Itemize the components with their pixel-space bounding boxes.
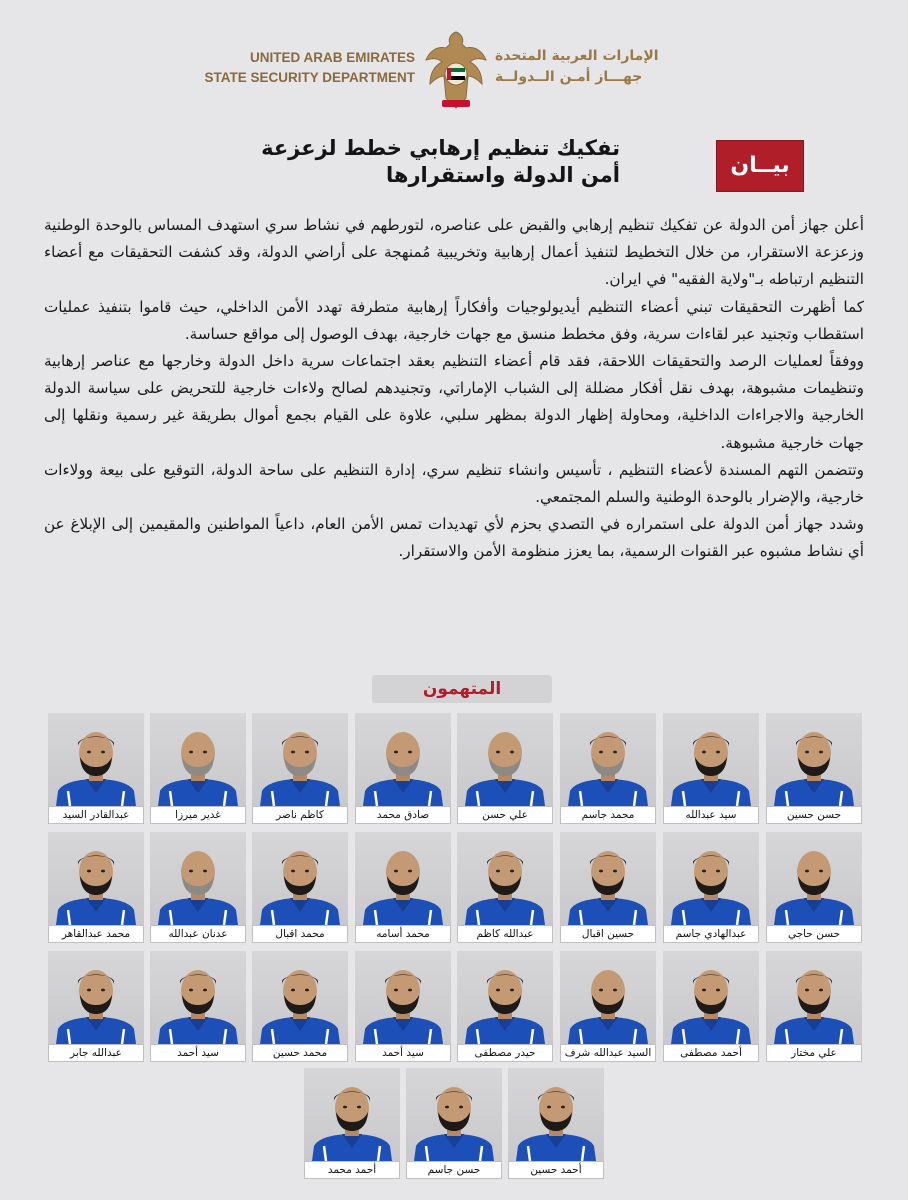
header-en-department: STATE SECURITY DEPARTMENT (204, 70, 415, 85)
accused-card (663, 713, 759, 825)
accused-photo (252, 832, 348, 925)
paragraph-2: كما أظهرت التحقيقات تبني أعضاء التنظيم أيديولوجيات وأفكاراً إرهابية متطرفة تهدد الأمن الداخلي، حيث قاموا بتنفيذ عمليات استقطاب وتجنيد عبر لقاءات سرية، وفق مخطط منسق مع جهات خارجية، بهدف الوصول إلى مواقع حساسة. (44, 297, 864, 343)
accused-card (560, 951, 656, 1063)
accused-name: السيد عبدالله شرف (560, 1044, 656, 1062)
accused-card (457, 832, 553, 944)
paragraph-1: أعلن جهاز أمن الدولة عن تفكيك تنظيم إرهابي والقبض على عناصره، لتورطهم في نشاط سري استهدف المساس بالوحدة الوطنية وزعزعة الاستقرار، من خلال التخطيط لتنفيذ أعمال إرهابية وتخريبية مُمنهجة على أراضي الدولة، وقد كشفت التحقيقات مع أعضاء التنظيم ارتباطه بـ"ولاية الفقيه" في ايران. (44, 216, 864, 289)
accused-name: حسن جاسم (406, 1161, 502, 1179)
accused-photo (150, 832, 246, 925)
accused-name: حيدر مصطفى (457, 1044, 553, 1062)
accused-name: عبدالله جابر (48, 1044, 144, 1062)
accused-photo (48, 713, 144, 806)
accused-name: عبدالهادي جاسم (663, 925, 759, 943)
paragraph-5: وشدد جهاز أمن الدولة على استمراره في التصدي بحزم لأي تهديدات تمس الأمن العام، داعياً المواطنين والمقيمين إلى الإبلاغ عن أي نشاط مشبوه عبر القنوات الرسمية، بما يعزز منظومة الأمن والاستقرار. (44, 515, 864, 561)
accused-name: كاظم ناصر (252, 806, 348, 824)
accused-photo (560, 713, 656, 806)
accused-card (150, 951, 246, 1063)
accused-photo (457, 951, 553, 1044)
accused-card (48, 832, 144, 944)
accused-name: حسين اقبال (560, 925, 656, 943)
accused-photo (663, 951, 759, 1044)
accused-name: محمد جاسم (560, 806, 656, 824)
accused-photo (150, 951, 246, 1044)
accused-name: حسن حسين (766, 806, 862, 824)
accused-card (355, 832, 451, 944)
statement-label: بيــان (716, 140, 804, 192)
accused-photo (48, 951, 144, 1044)
accused-card (355, 951, 451, 1063)
title-line-2: أمن الدولة واستقرارها (386, 163, 620, 187)
accused-name: صادق محمد (355, 806, 451, 824)
accused-name: أحمد مصطفى (663, 1044, 759, 1062)
accused-photo (766, 951, 862, 1044)
accused-name: محمد أسامه (355, 925, 451, 943)
accused-card (355, 713, 451, 825)
accused-name: عبدالقادر السيد (48, 806, 144, 824)
accused-name: عدنان عبدالله (150, 925, 246, 943)
paragraph-3: ووفقاً لعمليات الرصد والتحقيقات اللاحقة، فقد قام أعضاء التنظيم بعقد اجتماعات سرية داخل الدولة وخارجها مع عناصر إرهابية وتنظيمات مشبوهة، بهدف نقل أفكار مضللة إلى الشباب الإماراتي، وتجنيدهم لصالح ولاءات خارجية للتحريض على سياسة الدولة الخارجية والاجراءات الداخلية، ومحاولة إظهار الدولة بمظهر سلبي، علاوة على القيام بجمع أموال بطريقة غير رسمية ونقلها إلى جهات خارجية مشبوهة. (44, 352, 864, 452)
accused-name: حسن حاجي (766, 925, 862, 943)
accused-photo (766, 713, 862, 806)
accused-name: محمد اقبال (252, 925, 348, 943)
accused-card (663, 951, 759, 1063)
accused-card (48, 951, 144, 1063)
accused-card (457, 713, 553, 825)
accused-photo (252, 951, 348, 1044)
accused-photo (457, 832, 553, 925)
accused-photo (508, 1068, 604, 1161)
accused-name: سيد أحمد (355, 1044, 451, 1062)
accused-name: أحمد حسين (508, 1161, 604, 1179)
accused-photo (560, 951, 656, 1044)
accused-card (252, 951, 348, 1063)
accused-card (150, 713, 246, 825)
accused-card (252, 713, 348, 825)
accused-card (406, 1068, 502, 1180)
accused-card (766, 832, 862, 944)
accused-photo (355, 832, 451, 925)
accused-section-label: المتهمون (372, 675, 552, 703)
accused-photo (304, 1068, 400, 1161)
accused-photo (48, 832, 144, 925)
accused-name: محمد عبدالقاهر (48, 925, 144, 943)
accused-name: سيد أحمد (150, 1044, 246, 1062)
accused-name: علي حسن (457, 806, 553, 824)
accused-name: أحمد محمد (304, 1161, 400, 1179)
accused-name: غدير ميرزا (150, 806, 246, 824)
accused-photo (150, 713, 246, 806)
accused-photo (560, 832, 656, 925)
accused-photo (457, 713, 553, 806)
accused-card (508, 1068, 604, 1180)
accused-card (457, 951, 553, 1063)
accused-photo (663, 713, 759, 806)
accused-card (663, 832, 759, 944)
paragraph-4: وتتضمن التهم المسندة لأعضاء التنظيم ، تأسيس وانشاء تنظيم سري، إدارة التنظيم على ساحة الدولة، التوقيع على بيعة وولاءات خارجية، والإضرار بالوحدة الوطنية والسلم المجتمعي. (44, 460, 864, 507)
accused-card (252, 832, 348, 944)
accused-name: علي مختار (766, 1044, 862, 1062)
header-en-country: UNITED ARAB EMIRATES (250, 50, 415, 65)
accused-photo (766, 832, 862, 925)
accused-photo (252, 713, 348, 806)
accused-name: محمد حسين (252, 1044, 348, 1062)
accused-photo (663, 832, 759, 925)
accused-photo (355, 713, 451, 806)
accused-card (766, 951, 862, 1063)
header-ar-country: الإمارات العربية المتحدة (495, 48, 659, 64)
accused-name: سيد عبدالله (663, 806, 759, 824)
accused-card (560, 832, 656, 944)
accused-card (560, 713, 656, 825)
accused-photo (355, 951, 451, 1044)
accused-name: عبدالله كاظم (457, 925, 553, 943)
accused-card (48, 713, 144, 825)
accused-card (150, 832, 246, 944)
accused-photo (406, 1068, 502, 1161)
title-line-1: تفكيك تنظيم إرهابي خطط لزعزعة (261, 136, 620, 160)
header-ar-department: جهـــاز أمـن الــدولــة (495, 69, 643, 85)
accused-card (304, 1068, 400, 1180)
accused-card (766, 713, 862, 825)
